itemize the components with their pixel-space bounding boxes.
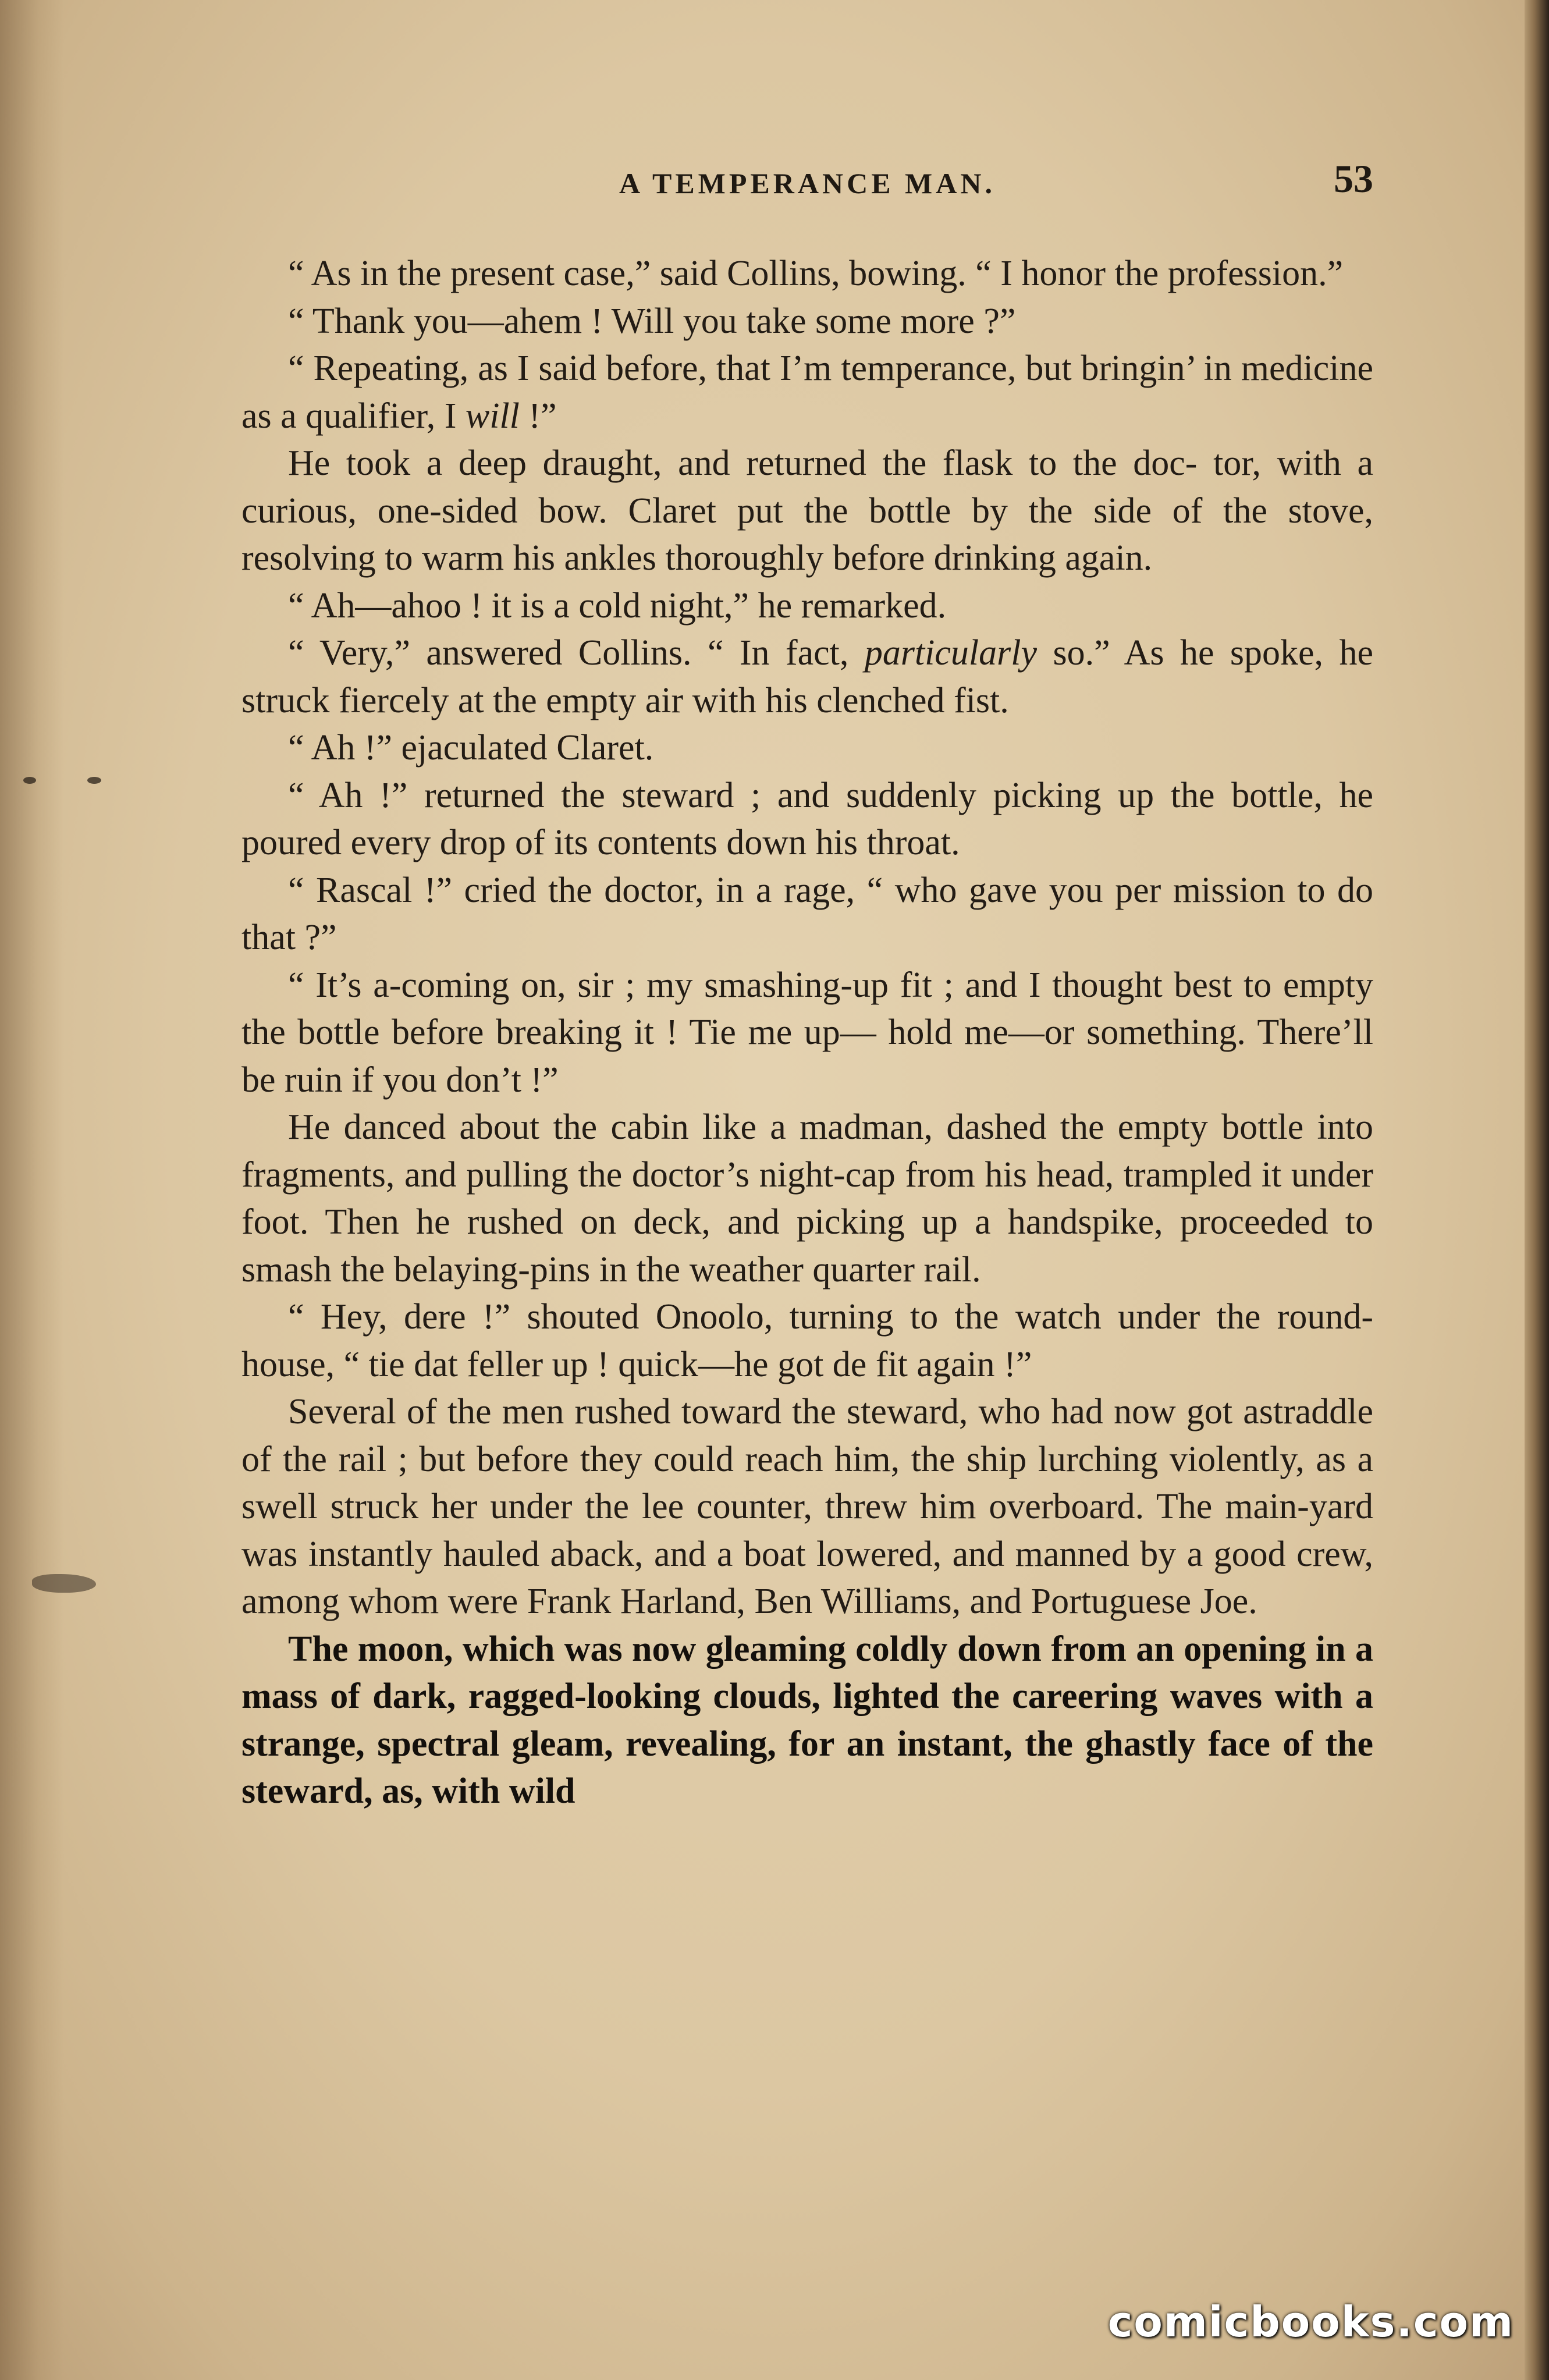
paragraph: “ Ah !” returned the steward ; and suddenly picking up the bottle, he poured every drop of its contents down his throat. [241, 775, 1373, 862]
ink-speck [23, 777, 36, 784]
paragraph-text: “ Repeating, as I said before, that I’m temperance, but bringin’ in medicine as a qualifier, I [241, 349, 1373, 436]
page-header [241, 156, 1373, 208]
paper-tear-mark [32, 1574, 96, 1593]
paragraph: He danced about the cabin like a madman, dashed the empty bottle into fragments, and pulling the doctor’s night-cap from his head, trampled it under foot. Then he rushed on deck, and picking up a handspike, proceeded to smash the belaying-pins in the weather quarter rail. [241, 1107, 1373, 1290]
ink-speck [87, 777, 101, 784]
paragraph: “ It’s a-coming on, sir ; my smashing-up fit ; and I thought best to empty the bottle before breaking it ! Tie me up— hold me—or something. There’ll be ruin if you don’t !” [241, 965, 1373, 1100]
emphasized-word: particularly [864, 633, 1038, 673]
paragraph: “ Ah—ahoo ! it is a cold night,” he remarked. [288, 585, 947, 626]
paragraph: “ Ah !” ejaculated Claret. [288, 728, 654, 768]
paragraph: “ Hey, dere !” shouted Onoolo, turning to the watch under the round-house, “ tie dat feller up ! quick—he got de fit again !” [241, 1297, 1373, 1384]
watermark: comicbooks.com [1107, 2297, 1514, 2346]
paragraph-text: !” [519, 396, 557, 436]
paragraph: “ Rascal !” cried the doctor, in a rage, “ who gave you per mission to do that ?” [241, 870, 1373, 957]
paragraph-text: “ Very,” answered Collins. “ In fact, [288, 633, 865, 673]
paragraph: “ Thank you—ahem ! Will you take some more ?” [288, 301, 1016, 341]
page-gutter-shadow [0, 0, 64, 2380]
paragraph-text: so.” As he spoke, he struck fiercely at the empty air with his clenched fist. [241, 633, 1374, 720]
running-head: A TEMPERANCE MAN. [619, 167, 996, 200]
page-edge [1525, 0, 1549, 2380]
paragraph: The moon, which was now gleaming coldly down from an opening in a mass of dark, ragged-looking clouds, lighted the careering waves with a strange, spectral gleam, revealing, for an instant, the ghastly face of the steward, as, with wild [241, 1629, 1373, 1811]
paragraph [241, 630, 1373, 724]
page-number: 53 [1334, 157, 1373, 201]
body-text [241, 250, 1373, 1816]
emphasized-word: will [465, 396, 520, 436]
paragraph [241, 345, 1373, 440]
paragraph: “ As in the present case,” said Collins, bowing. “ I honor the profession.” [288, 254, 1344, 293]
paragraph: He took a deep draught, and returned the flask to the doc- tor, with a curious, one-sided bow. Claret put the bottle by the side of the stove, resolving to warm his ankles thoroughly before drinking again. [241, 443, 1373, 578]
paragraph: Several of the men rushed toward the steward, who had now got astraddle of the rail ; but before they could reach him, the ship lurching violently, as a swell struck her under the lee counter, threw him overboard. The main-yard was instantly hauled aback, and a boat lowered, and manned by a good crew, among whom were Frank Harland, Ben Williams, and Portuguese Joe. [241, 1392, 1373, 1621]
